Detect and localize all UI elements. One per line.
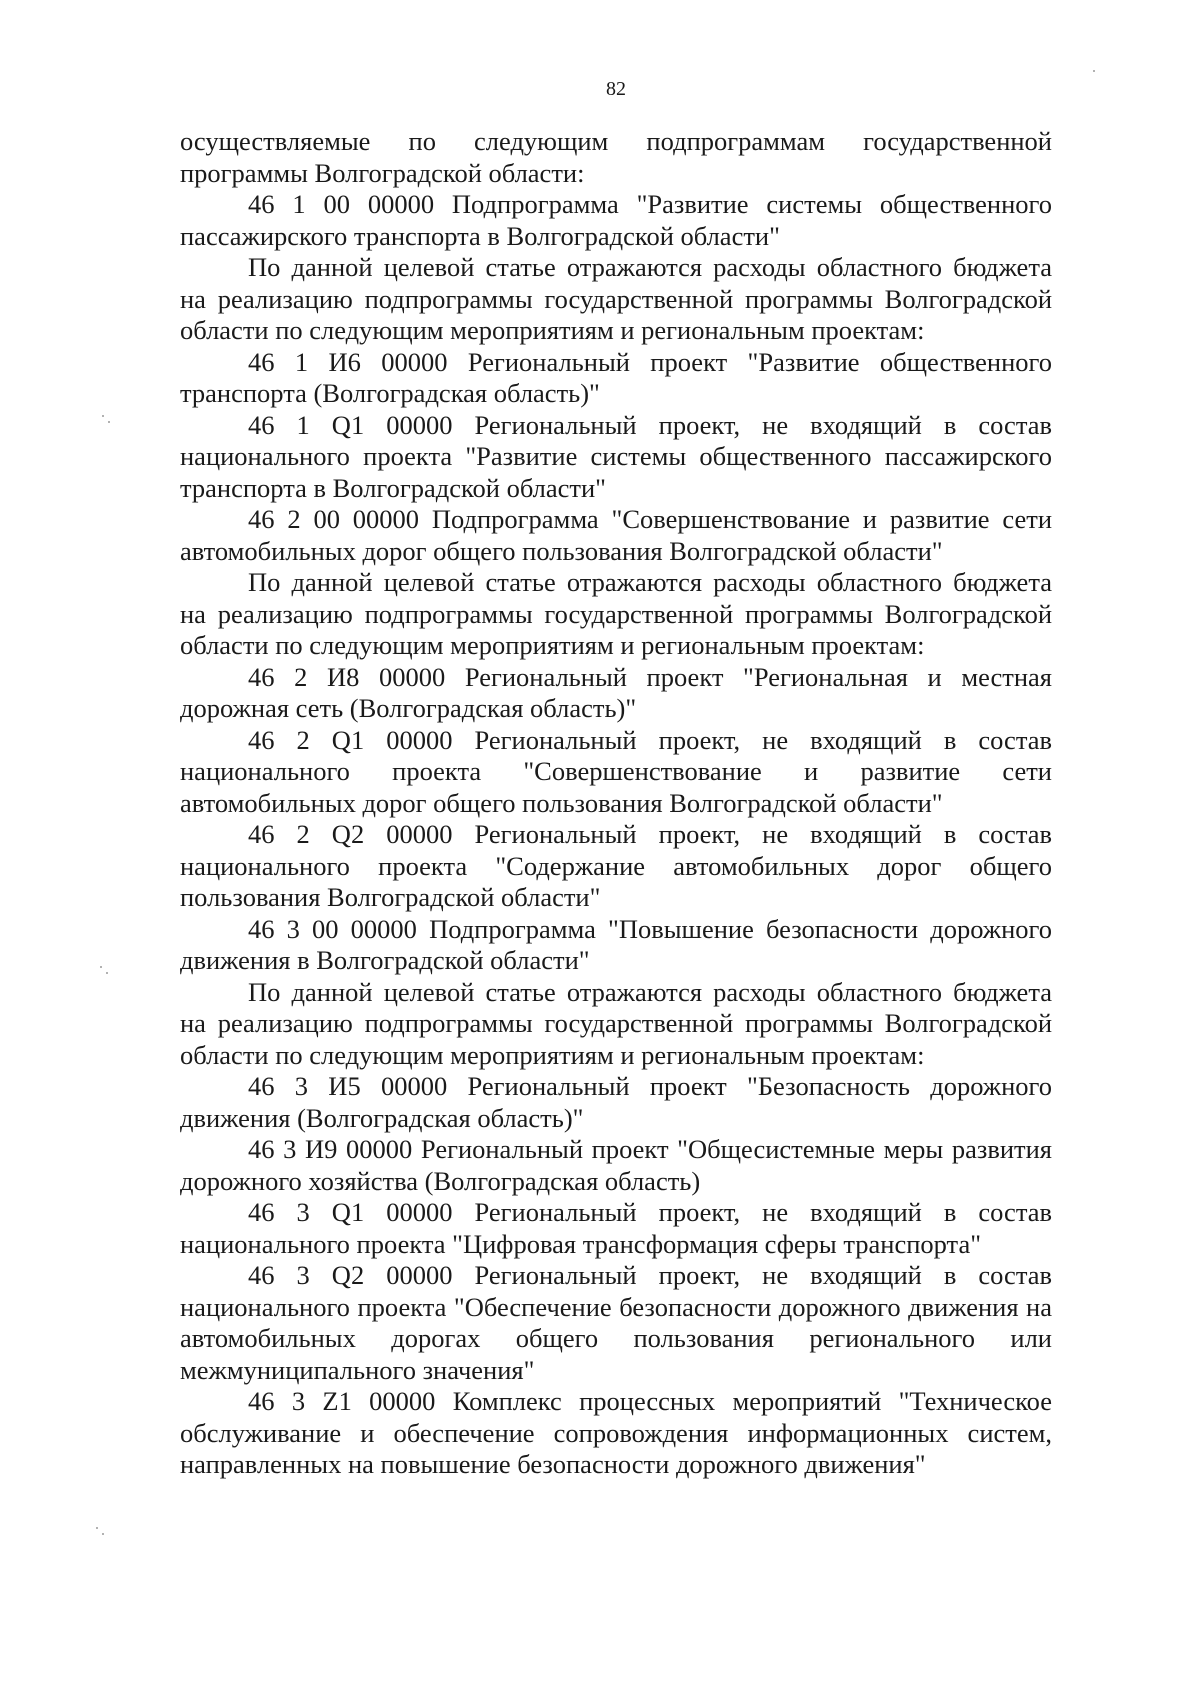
- paragraph-project-46-2-q2: 46 2 Q2 00000 Региональный проект, не входящий в состав национального проекта "Содержание автомобильных дорог общего пользования Волгоградской области": [180, 819, 1052, 912]
- paragraph-project-46-2-q1: 46 2 Q1 00000 Региональный проект, не входящий в состав национального проекта "Совершенствование и развитие сети автомобильных дорог общего пользования Волгоградской области": [180, 724, 1052, 818]
- paragraph-complex-46-3-z1: 46 3 Z1 00000 Комплекс процессных мероприятий "Техническое обслуживание и обеспечение сопровождения информационных систем, направленных на повышение безопасности дорожного движения": [180, 1386, 1052, 1479]
- scan-speck: [1093, 70, 1095, 72]
- scan-speck: [100, 966, 102, 968]
- paragraph-subprogram-46-3: 46 3 00 00000 Подпрограмма "Повышение безопасности дорожного движения в Волгоградской области": [180, 913, 1052, 975]
- paragraph-expenses-description: По данной целевой статье отражаются расходы областного бюджета на реализацию подпрограммы государственной программы Волгоградской области по следующим мероприятиям и региональным проектам:: [180, 976, 1052, 1070]
- paragraph-project-46-3-q2: 46 3 Q2 00000 Региональный проект, не входящий в состав национального проекта "Обеспечение безопасности дорожного движения на автомобильных дорогах общего пользования регионального или межмуниципального значения": [180, 1260, 1052, 1385]
- paragraph-subprogram-46-1: 46 1 00 00000 Подпрограмма "Развитие системы общественного пассажирского транспорта в Волгоградской области": [180, 189, 1052, 251]
- page-number: 82: [606, 78, 626, 100]
- paragraph-project-46-3-i9: 46 3 И9 00000 Региональный проект "Общесистемные меры развития дорожного хозяйства (Волгоградская область): [180, 1134, 1052, 1196]
- paragraph-project-46-2-i8: 46 2 И8 00000 Региональный проект "Региональная и местная дорожная сеть (Волгоградская область)": [180, 661, 1052, 723]
- paragraph-project-46-3-q1: 46 3 Q1 00000 Региональный проект, не входящий в состав национального проекта "Цифровая трансформация сферы транспорта": [180, 1197, 1052, 1259]
- paragraph-expenses-description: По данной целевой статье отражаются расходы областного бюджета на реализацию подпрограммы государственной программы Волгоградской области по следующим мероприятиям и региональным проектам:: [180, 567, 1052, 660]
- document-body: [180, 126, 1052, 1481]
- paragraph-subprogram-46-2: 46 2 00 00000 Подпрограмма "Совершенствование и развитие сети автомобильных дорог общего пользования Волгоградской области": [180, 504, 1052, 566]
- paragraph-continuation: осуществляемые по следующим подпрограммам государственной программы Волгоградской области:: [180, 126, 1052, 188]
- paragraph-expenses-description: По данной целевой статье отражаются расходы областного бюджета на реализацию подпрограммы государственной программы Волгоградской области по следующим мероприятиям и региональным проектам:: [180, 252, 1052, 345]
- paragraph-project-46-3-i5: 46 3 И5 00000 Региональный проект "Безопасность дорожного движения (Волгоградская область)": [180, 1071, 1052, 1133]
- scan-speck: [102, 1533, 104, 1535]
- scan-speck: [102, 415, 104, 417]
- scan-speck: [106, 972, 108, 974]
- paragraph-project-46-1-q1: 46 1 Q1 00000 Региональный проект, не входящий в состав национального проекта "Развитие системы общественного пассажирского транспорта в Волгоградской области": [180, 409, 1052, 503]
- paragraph-project-46-1-i6: 46 1 И6 00000 Региональный проект "Развитие общественного транспорта (Волгоградская область)": [180, 346, 1052, 408]
- scan-speck: [108, 421, 110, 423]
- scan-speck: [96, 1527, 98, 1529]
